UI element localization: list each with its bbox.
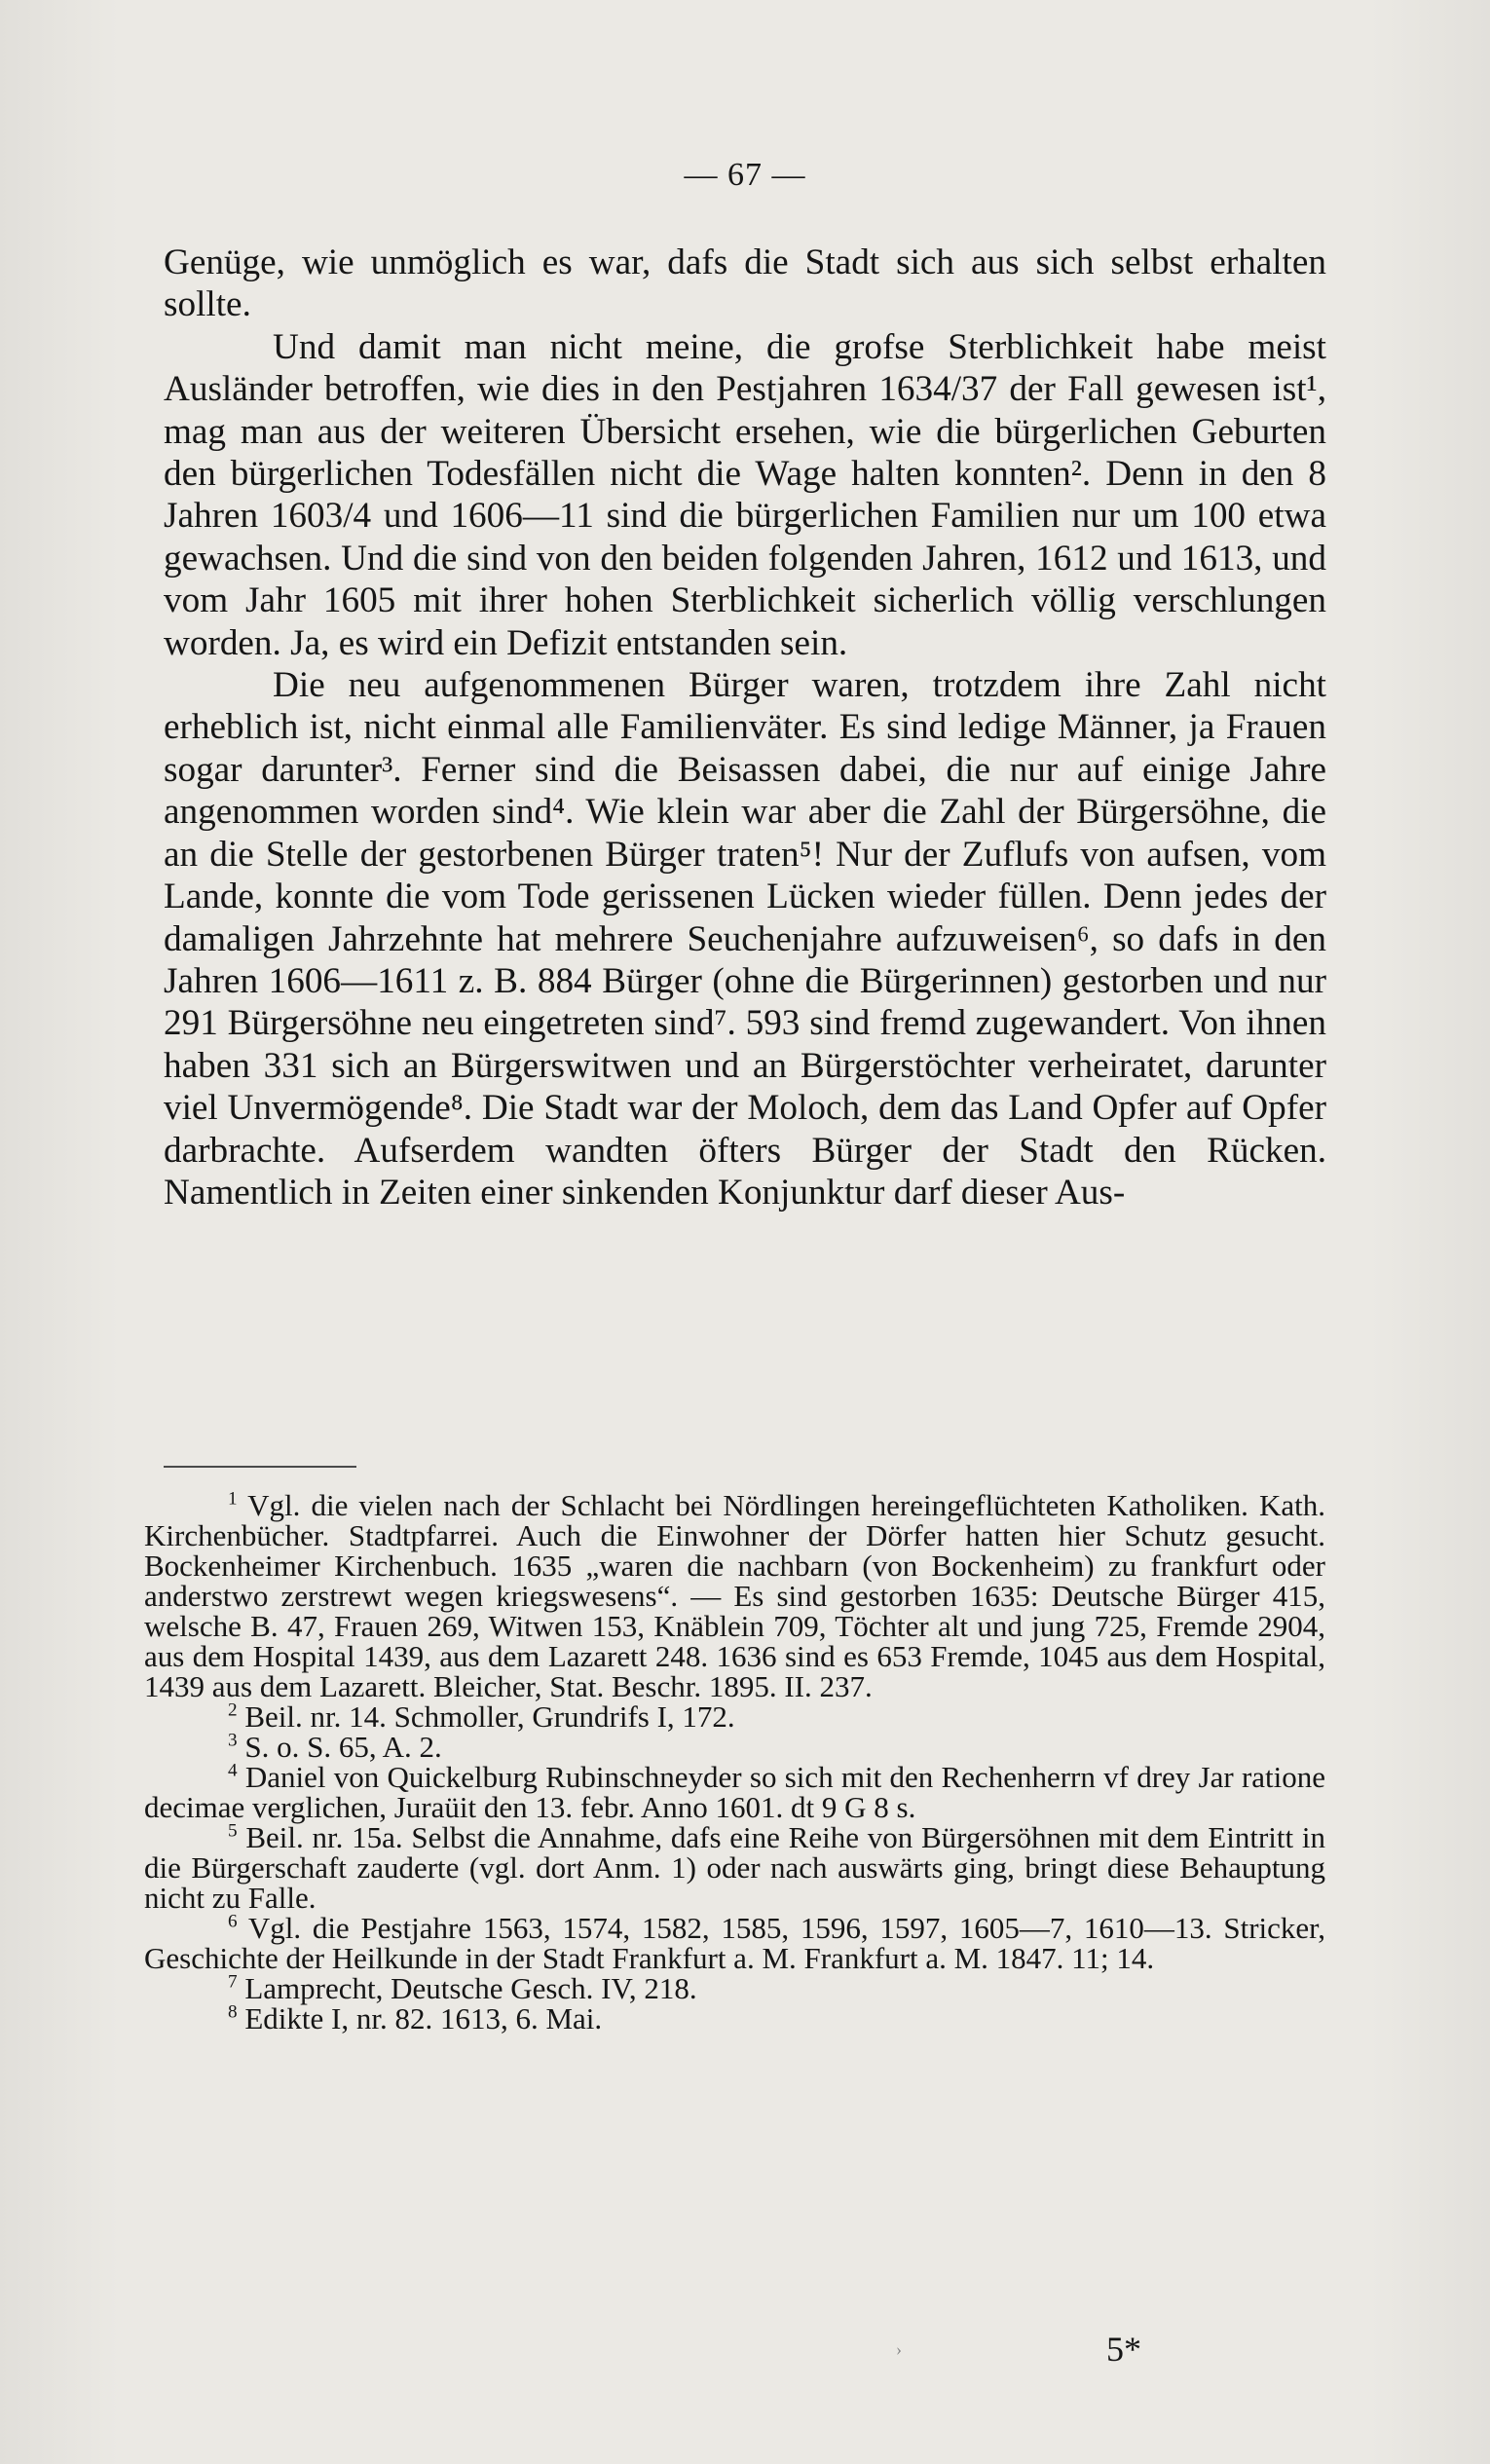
- footnote-text: S. o. S. 65, A. 2.: [244, 1730, 442, 1764]
- footnote-2: [144, 1701, 1325, 1732]
- footnote-number: 1: [228, 1488, 238, 1510]
- footnote-text: Edikte I, nr. 82. 1613, 6. Mai.: [244, 2001, 603, 2035]
- footnote-number: 5: [228, 1820, 238, 1842]
- footnote-1: [144, 1490, 1325, 1701]
- main-text: [164, 242, 1326, 1213]
- paragraph-3: Die neu aufgenommenen Bürger waren, trotzdem ihre Zahl nicht erheblich ist, nicht einmal alle Familienväter. Es sind ledige Männer, ja Frauen sogar darunter³. Ferner sind die Beisassen dabei, die nur auf einige Jahre angenommen worden sind⁴. Wie klein war aber die Zahl der Bürgersöhne, die an die Stelle der gestorbenen Bürger traten⁵! Nur der Zuflufs von aufsen, vom Lande, konnte die vom Tode gerissenen Lücken wieder füllen. Denn jedes der damaligen Jahrzehnte hat mehrere Seuchenjahre aufzuweisen⁶, so dafs in den Jahren 1606—1611 z. B. 884 Bürger (ohne die Bürgerinnen) gestorben und nur 291 Bürgersöhne neu eingetreten sind⁷. 593 sind fremd zugewandert. Von ihnen haben 331 sich an Bürgerswitwen und an Bürgerstöchter verheiratet, darunter viel Unvermögende⁸. Die Stadt war der Moloch, dem das Land Opfer auf Opfer darbrachte. Aufserdem wandten öfters Bürger der Stadt den Rücken. Namentlich in Zeiten einer sinkenden Konjunktur darf dieser Aus-: [164, 665, 1326, 1213]
- paragraph-1: Genüge, wie unmöglich es war, dafs die Stadt sich aus sich selbst erhalten sollte.: [164, 243, 1326, 325]
- footnote-text: Lamprecht, Deutsche Gesch. IV, 218.: [244, 1971, 697, 2005]
- footnote-text: Vgl. die vielen nach der Schlacht bei Nördlingen hereingeflüchteten Katholiken. Kath. Kirchenbücher. Stadtpfarrei. Auch die Einwohner der Dörfer hatten hier Schutz gesucht. Bockenheimer Kirchenbuch. 1635 „waren die nachbarn (von Bockenheim) zu frankfurt oder anderstwo zerstrewt wegen kriegswesens“. — Es sind gestorben 1635: Deutsche Bürger 415, welsche B. 47, Frauen 269, Witwen 153, Knäblein 709, Töchter alt und jung 725, Fremde 2904, aus dem Hospital 1439, aus dem Lazarett 248. 1636 sind es 653 Fremde, 1045 aus dem Hospital, 1439 aus dem Lazarett. Bleicher, Stat. Beschr. 1895. II. 237.: [144, 1488, 1325, 1703]
- footnote-3: [144, 1732, 1325, 1762]
- footnote-6: [144, 1913, 1325, 1973]
- footnote-text: Beil. nr. 15a. Selbst die Annahme, dafs eine Reihe von Bürgersöhnen mit dem Eintritt in die Bürgerschaft zauderte (vgl. dort Anm. 1) oder nach auswärts ging, bringt diese Behauptung nicht zu Falle.: [144, 1820, 1326, 1915]
- footnote-4: [144, 1762, 1325, 1822]
- footnote-8: [144, 2003, 1325, 2034]
- footnotes: [144, 1490, 1325, 2034]
- signature-mark: 5*: [1106, 2330, 1141, 2369]
- page-number: — 67 —: [684, 157, 806, 193]
- footnote-number: 8: [228, 2001, 238, 2023]
- stray-mark: ›: [896, 2339, 902, 2359]
- footnote-text: Beil. nr. 14. Schmoller, Grundrifs I, 172.: [244, 1699, 735, 1734]
- paragraph-2: Und damit man nicht meine, die grofse Sterblichkeit habe meist Ausländer betroffen, wie dies in den Pestjahren 1634/37 der Fall gewesen ist¹, mag man aus der weiteren Übersicht ersehen, wie die bürgerlichen Geburten den bürgerlichen Todesfällen nicht die Wage halten konnten². Denn in den 8 Jahren 1603/4 und 1606—11 sind die bürgerlichen Familien nur um 100 etwa gewachsen. Und die sind von den beiden folgenden Jahren, 1612 und 1613, und vom Jahr 1605 mit ihrer hohen Sterblichkeit sicherlich völlig verschlungen worden. Ja, es wird ein Defizit entstanden sein.: [164, 326, 1326, 663]
- footnote-number: 2: [228, 1699, 238, 1721]
- footnote-number: 4: [228, 1760, 238, 1781]
- footnote-number: 6: [228, 1911, 238, 1932]
- footnote-7: [144, 1973, 1325, 2003]
- footnote-text: Vgl. die Pestjahre 1563, 1574, 1582, 1585, 1596, 1597, 1605—7, 1610—13. Stricker, Geschichte der Heilkunde in der Stadt Frankfurt a. M. Frankfurt a. M. 1847. 11; 14.: [144, 1911, 1325, 1975]
- footnote-number: 3: [228, 1730, 238, 1751]
- footnote-number: 7: [228, 1971, 238, 1993]
- footnote-rule: [164, 1466, 356, 1468]
- footnote-text: Daniel von Quickelburg Rubinschneyder so sich mit den Rechenherrn vf drey Jar ratione decimae verglichen, Juraüit den 13. febr. Anno 1601. dt 9 G 8 s.: [144, 1760, 1326, 1824]
- footnote-5: [144, 1822, 1325, 1913]
